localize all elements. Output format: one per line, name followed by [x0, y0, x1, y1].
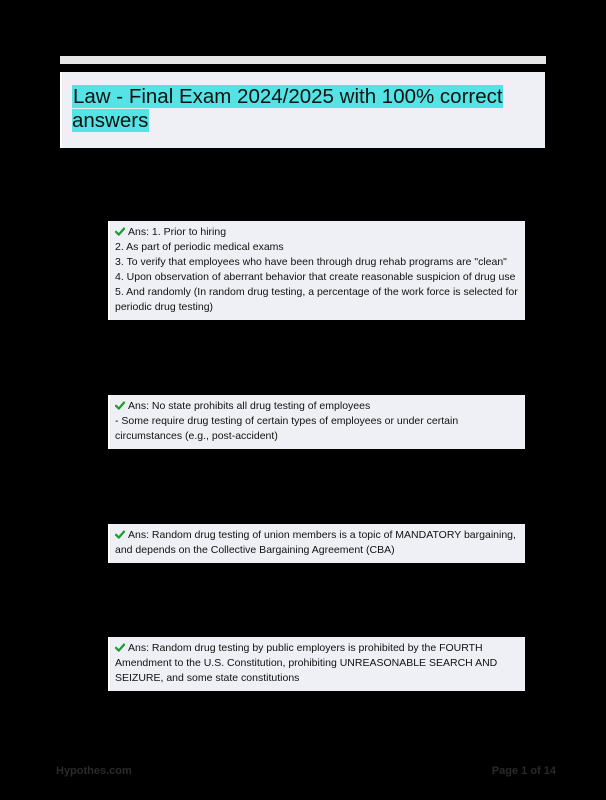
answer-text: Ans: 1. Prior to hiring: [128, 226, 227, 238]
check-icon: [115, 227, 125, 236]
page-title: [72, 85, 542, 133]
footer-page-number: Page 1 of 14: [491, 765, 556, 777]
answer-box-1: [108, 221, 525, 320]
answer-line: [115, 528, 520, 558]
answer-line: [115, 225, 520, 240]
answer-box-4: [108, 637, 525, 691]
answer-line: [115, 641, 520, 686]
answer-text: Ans: Random drug testing by public employers is prohibited by the FOURTH Amendment to the U.S. Constitution, prohibiting UNREASONABLE SEARCH AND SEIZURE, and some state constitutions: [115, 642, 498, 684]
answer-box-2: [108, 395, 525, 449]
title-box: [60, 72, 545, 148]
check-icon: [115, 530, 125, 539]
check-icon: [115, 401, 125, 410]
answer-text: Ans: No state prohibits all drug testing of employees: [128, 400, 371, 412]
answer-text: Ans: Random drug testing of union members is a topic of MANDATORY bargaining, and depends on the Collective Bargaining Agreement (CBA): [115, 529, 516, 556]
top-divider: [60, 56, 546, 64]
answer-line: 4. Upon observation of aberrant behavior that create reasonable suspicion of drug use: [115, 271, 516, 283]
answer-line: 2. As part of periodic medical exams: [115, 241, 284, 253]
answer-line: 3. To verify that employees who have been through drug rehab programs are "clean": [115, 256, 507, 268]
footer-site-name: Hypothes.com: [56, 765, 132, 777]
answer-box-3: [108, 524, 525, 563]
answer-line: [115, 399, 520, 414]
check-icon: [115, 643, 125, 652]
answer-line: - Some require drug testing of certain types of employees or under certain circumstances (e.g., post-accident): [115, 415, 459, 442]
answer-line: 5. And randomly (In random drug testing, a percentage of the work force is selected for periodic drug testing): [115, 286, 518, 313]
title-highlight: Law - Final Exam 2024/2025 with 100% correct answers: [72, 85, 503, 132]
